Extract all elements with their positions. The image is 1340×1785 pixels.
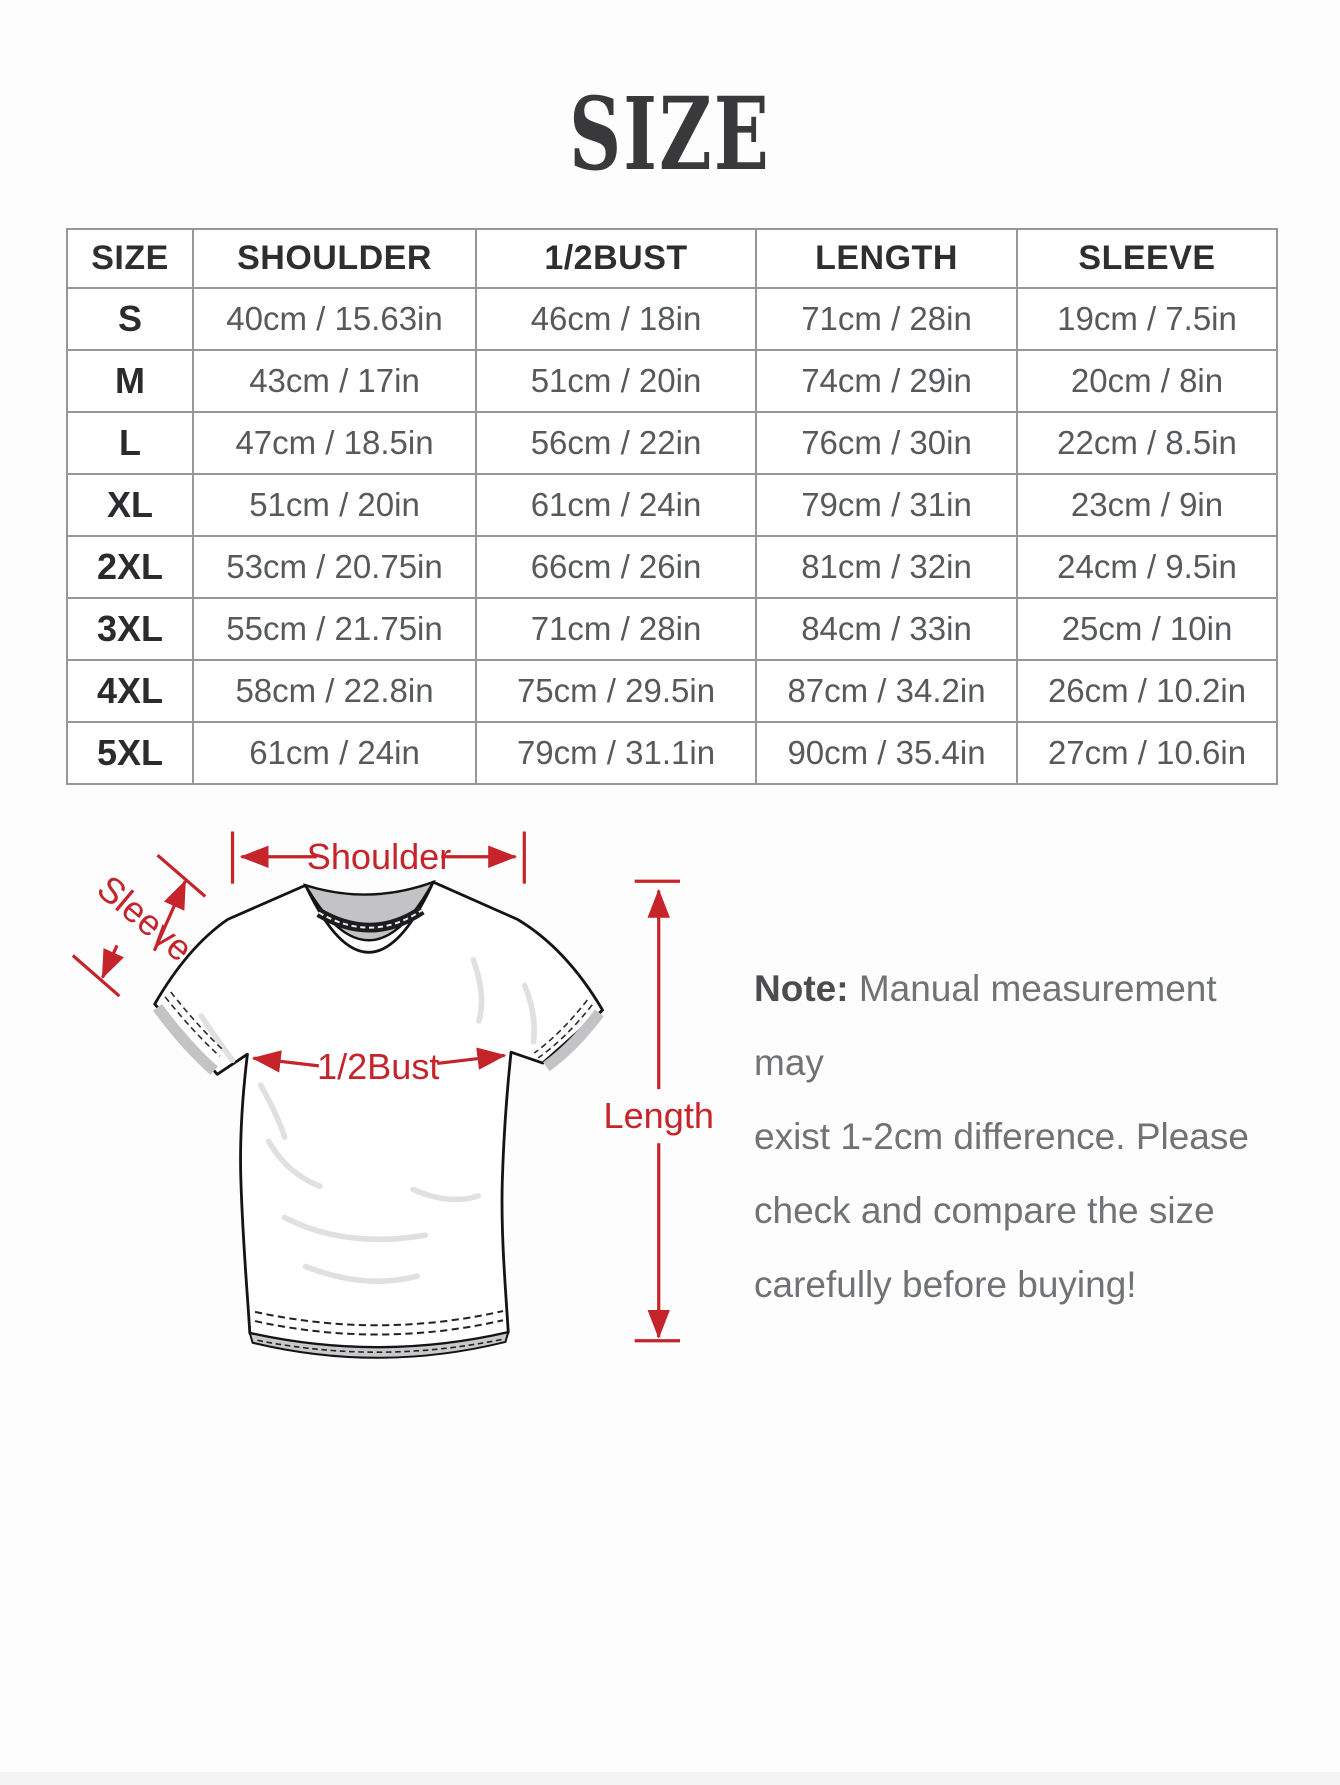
size-label-cell: 4XL [67, 660, 193, 722]
shoulder-cell: 53cm / 20.75in [193, 536, 476, 598]
size-table [66, 228, 1278, 785]
bust-cell: 51cm / 20in [476, 350, 756, 412]
length-cell: 84cm / 33in [756, 598, 1017, 660]
bust-cell: 79cm / 31.1in [476, 722, 756, 784]
sleeve-cell: 26cm / 10.2in [1017, 660, 1277, 722]
length-label: Length [603, 1095, 714, 1137]
bust-cell: 46cm / 18in [476, 288, 756, 350]
shoulder-cell: 43cm / 17in [193, 350, 476, 412]
column-header-sleeve: SLEEVE [1017, 229, 1277, 288]
note-line: exist 1-2cm difference. Please [754, 1116, 1249, 1157]
note-line: check and compare the size [754, 1190, 1215, 1231]
sleeve-label: Sleeve [89, 867, 201, 970]
sleeve-cell: 20cm / 8in [1017, 350, 1277, 412]
size-label-cell: 2XL [67, 536, 193, 598]
column-header-bust: 1/2BUST [476, 229, 756, 288]
table-row [67, 536, 1277, 598]
shoulder-cell: 40cm / 15.63in [193, 288, 476, 350]
bust-cell: 71cm / 28in [476, 598, 756, 660]
size-label-cell: S [67, 288, 193, 350]
table-row [67, 350, 1277, 412]
column-header-length: LENGTH [756, 229, 1017, 288]
length-cell: 90cm / 35.4in [756, 722, 1017, 784]
table-row [67, 288, 1277, 350]
size-label-cell: 3XL [67, 598, 193, 660]
tshirt-drawing [155, 882, 603, 1358]
column-header-shoulder: SHOULDER [193, 229, 476, 288]
table-row [67, 412, 1277, 474]
bottom-edge-strip [0, 1772, 1340, 1785]
sleeve-cell: 25cm / 10in [1017, 598, 1277, 660]
size-table-body [67, 288, 1277, 784]
table-row [67, 660, 1277, 722]
sleeve-lower-arrow [103, 945, 117, 977]
shoulder-cell: 58cm / 22.8in [193, 660, 476, 722]
note-label: Note: [754, 968, 849, 1009]
shoulder-label: Shoulder [306, 836, 452, 878]
length-cell: 74cm / 29in [756, 350, 1017, 412]
table-row [67, 474, 1277, 536]
tshirt-measurement-diagram [60, 740, 714, 1360]
sleeve-cell: 19cm / 7.5in [1017, 288, 1277, 350]
sleeve-cell: 23cm / 9in [1017, 474, 1277, 536]
sleeve-lower-tick [73, 955, 120, 996]
length-cell: 81cm / 32in [756, 536, 1017, 598]
header-row [67, 229, 1277, 288]
length-cell: 79cm / 31in [756, 474, 1017, 536]
shoulder-cell: 61cm / 24in [193, 722, 476, 784]
bust-cell: 56cm / 22in [476, 412, 756, 474]
length-cell: 71cm / 28in [756, 288, 1017, 350]
size-label-cell: XL [67, 474, 193, 536]
column-header-size: SIZE [67, 229, 193, 288]
page-title: SIZE [569, 75, 771, 193]
bust-cell: 75cm / 29.5in [476, 660, 756, 722]
measurement-note [754, 952, 1294, 1322]
sleeve-cell: 22cm / 8.5in [1017, 412, 1277, 474]
shoulder-cell: 51cm / 20in [193, 474, 476, 536]
shoulder-cell: 55cm / 21.75in [193, 598, 476, 660]
length-cell: 87cm / 34.2in [756, 660, 1017, 722]
shoulder-cell: 47cm / 18.5in [193, 412, 476, 474]
bust-cell: 66cm / 26in [476, 536, 756, 598]
bust-label: 1/2Bust [316, 1046, 440, 1088]
bust-cell: 61cm / 24in [476, 474, 756, 536]
note-line: carefully before buying! [754, 1264, 1137, 1305]
tshirt-body [155, 882, 603, 1347]
note-line: Note: Manual measurement may [754, 968, 1217, 1083]
size-label-cell: M [67, 350, 193, 412]
size-label-cell: L [67, 412, 193, 474]
sleeve-cell: 24cm / 9.5in [1017, 536, 1277, 598]
size-table-header [67, 229, 1277, 288]
length-cell: 76cm / 30in [756, 412, 1017, 474]
table-row [67, 598, 1277, 660]
sleeve-cell: 27cm / 10.6in [1017, 722, 1277, 784]
size-label-cell: 5XL [67, 722, 193, 784]
